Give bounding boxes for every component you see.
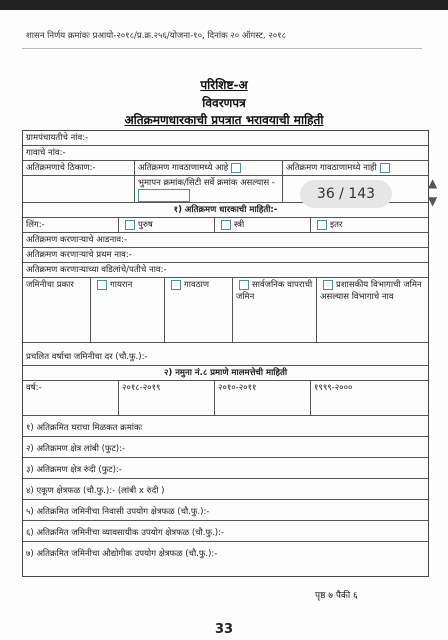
gr-header: शासन निर्णय क्रमांकः प्रआयो-२०१८/प्र.क्र.२५६/योजना-१०, दिनांक २० ऑगस्ट, २०१८ <box>26 31 286 41</box>
not-in-gaothan-label: अतिक्रमण गावठाणामध्ये नाही <box>286 163 377 173</box>
total-area-field[interactable]: ४) एकूण क्षेत्रफळ (चौ.फु.):- (लांबी x रुंदी ) <box>26 486 165 496</box>
village-field[interactable]: गावाचे नांव:- <box>26 148 66 158</box>
other-option[interactable] <box>311 218 428 232</box>
male-label: पुरुष <box>138 220 153 230</box>
industrial-area-field[interactable]: ७) अतिक्रमित जमिनीचा औद्योगीक उपयोग क्षेत्रफळ (चौ.फु.):- <box>26 549 218 559</box>
checkbox[interactable] <box>97 280 107 290</box>
surname-field[interactable]: अतिक्रमण करणाऱ्याचे आडनाव:- <box>26 235 128 245</box>
checkbox[interactable] <box>323 280 333 290</box>
chevron-down-icon[interactable]: ▼ <box>428 194 438 208</box>
checkbox[interactable] <box>380 163 390 173</box>
table-row <box>23 131 428 146</box>
property-no-field[interactable]: १) अतिक्रमित घराचा मिळकत क्रमांकः <box>26 423 143 433</box>
in-gaothan-option[interactable] <box>135 161 283 175</box>
female-label: स्त्री <box>234 220 245 230</box>
year-column-3: १९९९-२००० <box>314 383 353 393</box>
commercial-area-field[interactable]: ६) अतिक्रमित जमिनीचा व्यावसायीक उपयोग क्षेत्रफळ (चौ.फु.):- <box>26 528 224 538</box>
table-row <box>23 263 428 278</box>
admin-dept-label: प्रशासकीय विभागाची जमिन असल्यास विभागाचे नाव <box>320 280 422 302</box>
survey-no-label: भुमापन क्रमांक/सिटी सर्वे क्रमांक असल्यास - <box>138 178 275 188</box>
gaothan-label: गावठाण <box>184 280 209 290</box>
table-row <box>23 416 428 437</box>
grazing-option[interactable] <box>91 278 165 342</box>
not-in-gaothan-option[interactable] <box>283 161 428 175</box>
table-row <box>23 161 428 176</box>
checkbox[interactable] <box>317 220 327 230</box>
table-row <box>23 500 428 521</box>
length-field[interactable]: २) अतिक्रमण क्षेत्र लांबी (फुट):- <box>26 444 126 454</box>
table-row <box>23 479 428 500</box>
gaothan-option[interactable] <box>165 278 233 342</box>
checkbox[interactable] <box>239 280 249 290</box>
table-row <box>23 542 428 576</box>
other-label: इतर <box>330 220 343 230</box>
first-name-field[interactable]: अतिक्रमण करणाऱ्याचे प्रथम नाव:- <box>26 250 132 260</box>
table-row <box>23 233 428 248</box>
checkbox[interactable] <box>221 220 231 230</box>
survey-no-field[interactable] <box>135 176 283 202</box>
chevron-up-icon[interactable]: ▲ <box>428 176 438 190</box>
table-row <box>23 278 428 343</box>
page-number: 33 <box>214 622 234 637</box>
female-option[interactable] <box>215 218 311 232</box>
section-2-heading: २) नमुना नं.८ प्रमाणे मालमत्तेची माहिती <box>163 368 288 378</box>
checkbox[interactable] <box>125 220 135 230</box>
table-row <box>23 366 428 381</box>
public-use-label: सार्वजनिक वापराची जमिन <box>236 280 313 302</box>
year-column-1: २०१८-२०१९ <box>119 381 215 415</box>
table-row <box>23 248 428 263</box>
top-status-bar <box>0 0 448 10</box>
page-indicator[interactable]: 36 / 143 <box>300 180 392 208</box>
gram-panchayat-field[interactable]: ग्रामपंचायतीचे नांव:- <box>26 133 89 143</box>
land-rate-field[interactable]: प्रचलित वर्षाचा जमिनीचा दर (चौ.फु.):- <box>26 352 148 362</box>
header-divider <box>22 48 422 49</box>
land-type-label: जमिनीचा प्रकार <box>23 278 91 342</box>
public-use-option[interactable] <box>233 278 317 342</box>
page-of-pages: पृष्ठ ७ पैकी ६ <box>315 591 358 601</box>
male-option[interactable] <box>119 218 215 232</box>
width-field[interactable]: ३) अतिक्रमण क्षेत्र रुंदी (फुट):- <box>26 465 122 475</box>
appendix-title: परिशिष्ट-अ <box>200 78 248 92</box>
section-1-heading: १) अतिक्रमण धारकाची माहिती:- <box>173 205 278 215</box>
table-row <box>23 521 428 542</box>
statement-title: विवरणपत्र <box>202 96 246 110</box>
table-row <box>23 146 428 161</box>
in-gaothan-label: अतिक्रमण गावठाणामध्ये आहे <box>138 163 229 173</box>
table-row <box>23 458 428 479</box>
survey-no-input[interactable] <box>138 189 190 202</box>
table-row <box>23 381 428 416</box>
table-row <box>23 343 428 366</box>
table-row <box>23 218 428 233</box>
encroach-address-label: अतिक्रमणाचे ठिकाण:- <box>23 161 135 175</box>
residential-area-field[interactable]: ५) अतिक्रमित जमिनीचा निवासी उपयोग क्षेत्रफळ (चौ.फु.):- <box>26 507 210 517</box>
year-column-2: २०१०-२०११ <box>215 381 311 415</box>
document-page <box>0 10 448 640</box>
empty-cell <box>23 176 135 202</box>
year-label: वर्ष:- <box>23 381 119 415</box>
gender-label: लिंग:- <box>23 218 119 232</box>
father-husband-field[interactable]: अतिक्रमण करणाऱ्याच्या वडिलांचे/पतीचे नाव:- <box>26 265 167 275</box>
grazing-label: गायरान <box>110 280 133 290</box>
checkbox[interactable] <box>171 280 181 290</box>
form-title: अतिक्रमणधारकाची प्रपत्रात भरावयाची माहिती <box>124 113 324 127</box>
table-row <box>23 437 428 458</box>
admin-dept-option[interactable] <box>317 278 428 342</box>
checkbox[interactable] <box>231 163 241 173</box>
